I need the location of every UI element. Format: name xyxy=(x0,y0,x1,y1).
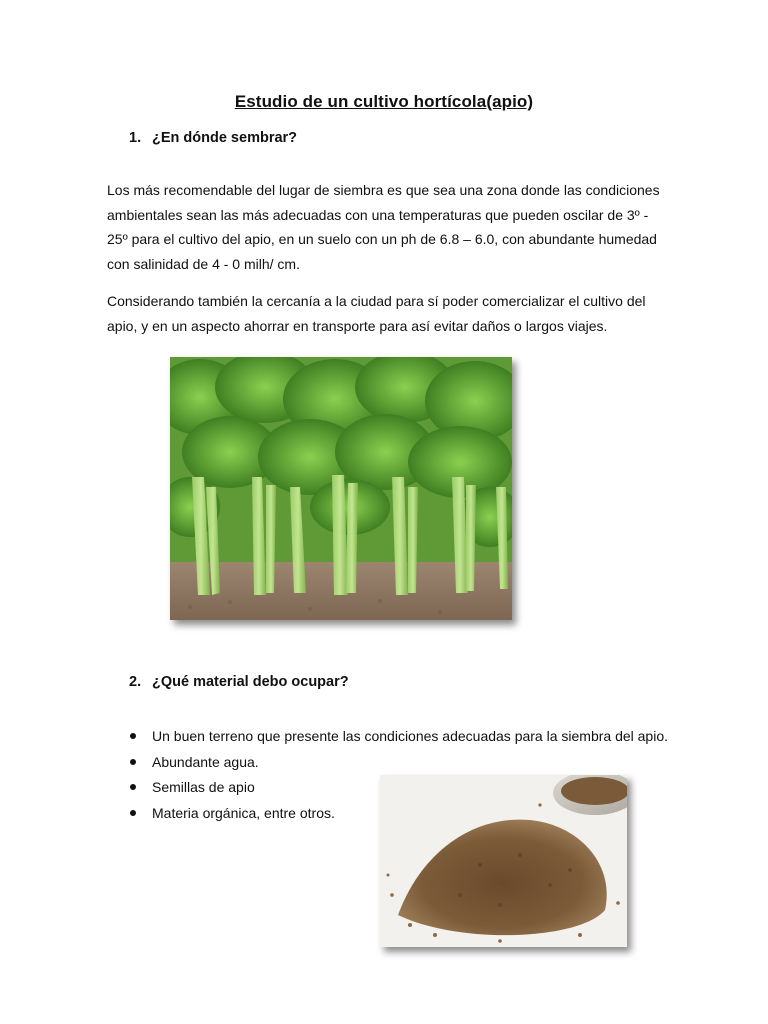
list-item-text: Abundante agua. xyxy=(152,753,259,770)
section-2-heading-text: ¿Qué material debo ocupar? xyxy=(152,674,349,690)
list-item xyxy=(130,724,668,750)
section-1-heading-text: ¿En dónde sembrar? xyxy=(152,130,298,146)
bullet-icon xyxy=(130,784,136,790)
document-title: Estudio de un cultivo hortícola(apio) xyxy=(234,92,534,111)
section-2-heading xyxy=(129,674,349,690)
list-item-text: Semillas de apio xyxy=(152,779,255,795)
bullet-icon xyxy=(130,810,136,816)
list-item-text: Materia orgánica, entre otros. xyxy=(152,804,335,821)
seeds-illustration xyxy=(380,775,627,947)
celery-seeds-photo xyxy=(380,775,627,947)
celery-illustration xyxy=(170,357,512,620)
list-item-text: Un buen terreno que presente las condiciones adecuadas para la siembra del apio. xyxy=(152,728,669,744)
section-1-heading xyxy=(129,130,297,146)
celery-plants-photo xyxy=(170,357,512,620)
section-1-paragraph-1: Los más recomendable del lugar de siembra es que sea una zona donde las condiciones ambientales sean las más adecuadas con una temperaturas que pueden oscilar de 3º - 25º para el cultivo del apio, en un suelo con un ph de 6.8 – 6.0, con abundante humedad con salinidad de 4 - 0 milh/ cm. xyxy=(107,182,660,272)
section-1-paragraph-2: Considerando también la cercanía a la ciudad para sí poder comercializar el cultivo del apio, y en un aspecto ahorrar en transporte para así evitar daños o largos viajes. xyxy=(107,293,646,334)
bullet-icon xyxy=(130,733,136,739)
bullet-icon xyxy=(130,759,136,765)
section-2-number: 2. xyxy=(129,674,142,690)
list-item xyxy=(130,750,668,776)
section-1-number: 1. xyxy=(129,130,142,146)
